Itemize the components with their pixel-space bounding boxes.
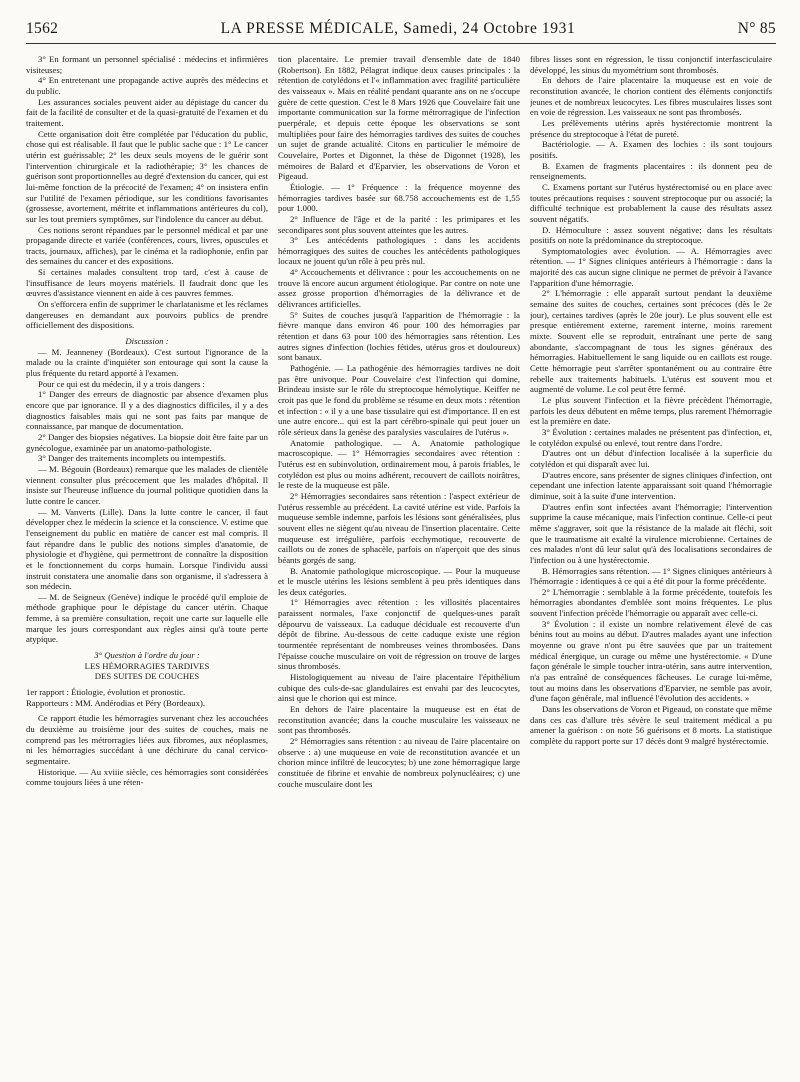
paragraph: — M. Bégouin (Bordeaux) remarque que les malades de clientèle viennent consulter plus précocement que les malades d'hôpital. Il insiste sur l'heureuse influence du journal politique quotidien dans la lutte contre le cancer. [26,463,268,506]
paragraph: 4° En entretenant une propagande active auprès des médecins et du public. [26,75,268,96]
paragraph: 4° Accouchements et délivrance : pour les accouchements on ne trouve là encore aucun argument étiologique. Par contre on note une assez grosse proportion d'hémorragies de la délivrance et de délivrances artificielles. [278,267,520,310]
paragraph: B. Examen de fragments placentaires : ils donnent peu de renseignements. [530,160,772,182]
paragraph: 5° Suites de couches jusqu'à l'apparition de l'hémorragie : la fièvre manque dans environ 46 pour 100 des hémorragies par rétention et dans 63 pour 100 des hémorragies sans rétention. Les autres signes d'infection (lochies fétides, utérus gros et douloureux) sont banaux. [278,309,520,363]
paragraph: 2° Danger des biopsies négatives. La biopsie doit être faite par un gynécologue, examinée par un anatomo-pathologiste. [26,431,268,453]
paragraph: Les assurances sociales peuvent aider au dépistage du cancer du fait de la facilité de consulter et de la quasi-gratuité de l'examen et du traitement. [26,96,268,128]
paragraph: D'autres encore, sans présenter de signes cliniques d'infection, ont cependant une infection latente apparaissant soit quand l'hémorragie diminue, soit à la suite d'une intervention. [530,469,772,501]
paragraph: fibres lisses sont en régression, le tissu conjonctif interfasciculaire développé, les sinus du myométrium sont thrombosés. [530,54,772,75]
paragraph: tion placentaire. Le premier travail d'ensemble date de 1840 (Robertson). En 1882, Pélagrat indique deux causes principales : la rétention de cotylédons et l'« inflammation avec fragilité particulière des vaisseaux ». Mais en réalité pendant quarante ans on ne s'occupe guère de cette question. C'est le 8 Mars 1926 que Couvelaire fait une importante communication sur la forme métrorragique de l'infection puerpérale, et depuis cette époque les observations se sont multipliées pour faire des hémorragies tardives des suites de couches un sujet de grande actualité. Citons en particulier le mémoire de Couvelaire, Portes et Digonnet, la thèse de Digonnet (1928), les mémoires de Balard et d'Eparvier, les observations de Voron et Pigeaud. [278,54,520,182]
paragraph: Ces notions seront répandues par le personnel médical et par une propagande directe et variée (conférences, cours, livres, opuscules et tracts, journaux, affiches), par le cinéma et la radiophonie, enfin par des semaines du cancer et des expositions. [26,224,268,267]
paragraph: Histologiquement au niveau de l'aire placentaire l'épithélium cubique des culs-de-sac glandulaires est envahi par des leucocytes, ainsi que le chorion qui est mince. [278,672,520,704]
question-subtitle: LES HÉMORRAGIES TARDIVES [84,660,210,671]
paragraph: 2° L'hémorragie : semblable à la forme précédente, toutefois les hémorragies abondantes d'emblée sont moins fréquentes. Le plus souvent l'infection précède l'hémorragie ou apparaît avec celle-ci. [530,586,772,619]
paragraph: — M. de Seigneux (Genève) indique le procédé qu'il emploie de méthode graphique pour le dépistage du cancer utérin. Chaque femme, à sa première consultation, reçoit une carte sur laquelle elle marque les jours correspondant aux règles ainsi qu'à toute perte atypique. [26,591,268,645]
column-3 [530,54,772,1079]
paragraph: Historique. — Au xviiie siècle, ces hémorragies sont considérées comme toujours liées à une réten- [26,766,268,788]
journal-title: LA PRESSE MÉDICALE, Samedi, 24 Octobre 1931 [220,20,576,37]
paragraph: 2° Hémorragies secondaires sans rétention : l'aspect extérieur de l'utérus ressemble au précédent. La cavité utérine est vide. Parfois la muqueuse semble indemne, parfois les lésions sont généralisées, plus souvent elles ne siègent qu'au niveau de l'insertion placentaire. Cette muqueuse est irrégulière, parfois ecchymotique, recouverte de caillots ou de zones de sphacèle, parfois on n'aperçoit que des sinus béants gorgés de sang. [278,490,520,565]
report-title: 1er rapport : Étiologie, évolution et pronostic. [26,687,186,698]
column-2 [278,54,520,1079]
discussion-heading: Discussion : [125,336,169,347]
question-subtitle: DES SUITES DE COUCHES [94,671,200,682]
paragraph: Cette organisation doit être complétée par l'éducation du public, chose qui est réalisable. Il faut que le public sache que : 1° Le cancer utérin est guérissable; 2° les deux seuls moyens de le guérir sont l'intervention chirurgicale et la radiothérapie; 3° les chances de guérison sont proportionnelles au degré d'extension du cancer, qui est lui-même fonction de la précocité de l'examen; 4° on insistera enfin sur l'utilité de l'examen périodique, sur les conditions favorisantes (grossesse, avortement, métrite et inflammations antérieures du col), sur les tout premiers symptômes, sur l'indolence du cancer au début. [26,128,268,224]
paragraph: On s'efforcera enfin de supprimer le charlatanisme et les réclames dangereuses en demandant aux pouvoirs publics de prendre officiellement des dispositions. [26,299,268,331]
paragraph: En dehors de l'aire placentaire la muqueuse est en état de reconstitution avancée; dans la couche musculaire les vaisseaux ne sont pas thrombosés. [278,704,520,736]
paragraph: D'autres ont un début d'infection localisée à la superficie du cotylédon et qui disparaît avec lui. [530,448,772,469]
paragraph: Bactériologie. — A. Examen des lochies : ils sont toujours positifs. [530,139,772,160]
paragraph: B. Hémorragies sans rétention. — 1° Signes cliniques antérieurs à l'hémorragie : identiques à ce qui a été dit pour la forme précédente. [530,565,772,587]
question-heading: 3° Question à l'ordre du jour : [94,650,200,661]
paragraph: Le plus souvent l'infection et la fièvre précèdent l'hémorragie, parfois les deux débutent en même temps, plus rarement l'hémorragie est la première en date. [530,395,772,427]
paragraph: 1° Danger des erreurs de diagnostic par absence d'examen plus encore que par ignorance. Il y a des diagnostics difficiles, il y a des diagnostics faisables mais qui ne sont pas faits par manque de connaissance, par manque de documentation. [26,389,268,432]
rapporteurs: Rapporteurs : MM. Andérodias et Péry (Bordeaux). [26,697,206,708]
paragraph: — M. Jeanneney (Bordeaux). C'est surtout l'ignorance de la malade ou la crainte d'inquiéter son entourage qui sont la cause la plus fréquente du retard apporté à l'examen. [26,346,268,379]
paragraph: 3° En formant un personnel spécialisé : médecins et infirmières visiteuses; [26,54,268,75]
page-number: 1562 [26,20,59,37]
issue-number: N° 85 [737,20,776,37]
page-header [26,20,776,44]
paragraph: D. Hémoculture : assez souvent négative; dans les résultats positifs on note la prédominance du streptocoque. [530,224,772,246]
paragraph: Pathogénie. — La pathogénie des hémorragies tardives ne doit pas être univoque. Pour Couvelaire c'est l'infection qui domine, Brindeau insiste sur le rôle du streptocoque hémolytique. Keiffer ne croit pas que le fond du problème se résume en deux mots : rétention et infection : « il y a une base tissulaire qui est d'importance. Il en est une autre encore... qui est la part cérébro-spinale qui peut jouer un rôle sérieux dans la genèse des paralysies vasculaires de l'utérus ». [278,363,520,437]
paragraph: 2° Hémorragies sans rétention : au niveau de l'aire placentaire on observe : a) une muqueuse en voie de reconstitution avancée et un chorion mince infiltré de leucocytes; b) une zone hémorragique large constituée de fibrine et envahie de nombreux polynucléaires; c) une couche musculaire dont les [278,736,520,789]
paragraph: C. Examens portant sur l'utérus hystérectomisé ou en place avec toutes précautions requises : souvent streptocoque pur ou associé; la difficulté technique est probablement la cause des résultats assez souvent négatifs. [530,181,772,224]
paragraph: 1° Hémorragies avec rétention : les villosités placentaires paraissent normales, l'axe conjonctif de quelques-unes paraît dépourvu de vaisseaux. La caduque déciduale est recouverte d'un dépôt de fibrine. Au-dessous de cette caduque existe une région tourmentée représentant de nombreuses veines thrombosées. Dans l'épaisse couche musculaire on voit de régression on trouve de larges sinus thrombosés. [278,597,520,672]
paragraph: 2° Influence de l'âge et de la parité : les primipares et les secondipares sont plus souvent atteintes que les autres. [278,213,520,235]
paragraph: 3° Les antécédents pathologiques : dans les accidents hémorragiques des suites de couches les antécédents pathologiques locaux ne jouent qu'un rôle à peu près nul. [278,235,520,267]
column-1 [26,54,268,1079]
paragraph: 3° Évolution : certaines malades ne présentent pas d'infection, et, le cotylédon expulsé ou enlevé, tout rentre dans l'ordre. [530,426,772,448]
text-columns [26,54,776,1079]
paragraph: Dans les observations de Voron et Pigeaud, on constate que même dans ces cas d'allure très sévère le seul traitement médical a pu amener la guérison : on note 56 guérisons et 8 morts. La statistique complète du rapport porte sur 17 décès dont 9 malgré hystérectomie. [530,704,772,746]
paragraph: En dehors de l'aire placentaire la muqueuse est en voie de reconstitution avancée, le chorion contient des éléments conjonctifs jeunes et de nombreux leucocytes. Les fibres musculaires lisses sont en voie de régression. Les vaisseaux ne sont pas thrombosés. [530,75,772,118]
paragraph: 3° Danger des traitements incomplets ou intempestifs. [38,453,227,464]
paragraph: Pour ce qui est du médecin, il y a trois dangers : [38,378,205,389]
paragraph: Anatomie pathologique. — A. Anatomie pathologique macroscopique. — 1° Hémorragies secondaires avec rétention : l'utérus est en subinvolution, ordinairement mou, à parois friables, le cotylédon est plus ou moins adhérent, recouvert de caillots noirâtres, le reste de la muqueuse est pâle. [278,437,520,491]
paragraph: — M. Vanverts (Lille). Dans la lutte contre le cancer, il faut développer chez le médecin la science et la conscience. V. estime que l'enseignement du public en matière de cancer est mal compris. Il faut répandre dans le public des notions simples d'anatomie, de physiologie et d'hygiène, qui permettront de connaître la disposition et le fonctionnement du corps humain. Lorsque l'individu aussi instruit constatera une anomalie dans son organisme, il s'adressera à son médecin. [26,506,268,592]
paragraph: 2° L'hémorragie : elle apparaît surtout pendant la deuxième semaine des suites de couches, certaines sont précoces (dès le 2e jour), certaines tardives (après le 20e jour). Le plus souvent elle est presque entièrement externe, rarement interne, moins rarement mixte. Souvent elle se reproduit, entraînant une perte de sang abondante, s'accompagnant de tous les signes généraux des hémorragies. Habituellement le sang liquide ou en caillots est rouge. Cette hémorragie peut s'arrêter spontanément ou au contraire être rebelle aux traitements habituels. L'utérus est souvent mou et augmenté de volume. Le col peut être fermé. [530,288,772,395]
paragraph: Ce rapport étudie les hémorragies survenant chez les accouchées du deuxième au troisième jour des suites de couches, mais ne comprend pas les métrorragies liées aux fibromes, aux néoplasmes, ni les hémorragies succédant à une déchirure du canal cervico-segmentaire. [26,713,268,766]
paragraph: D'autres enfin sont infectées avant l'hémorragie; l'intervention supprime la cause mécanique, mais l'infection continue. Celle-ci peut même s'aggraver, soit que la résistance de la malade ait fléchi, soit que le traumatisme ait exalté la virulence microbienne. Certaines de ces malades n'ont dû leur salut qu'à des localisations secondaires de l'infection ou à une hystérectomie. [530,501,772,565]
paragraph: Si certaines malades consultent trop tard, c'est à cause de l'insuffisance de leurs moyens matériels. Il faudrait donc que les œuvres d'assistance viennent en aide à ces pauvres femmes. [26,267,268,299]
paragraph: Les prélèvements utérins après hystérectomie montrent la présence du streptocoque à l'état de pureté. [530,117,772,139]
paragraph: Symptomatologies avec évolution. — A. Hémorragies avec rétention. — 1° Signes cliniques antérieurs à l'hémorragie : dans la majorité des cas aucun signe clinique ne permet de prévoir à l'avance l'apparition d'une hémorragie. [530,245,772,288]
paragraph: 3° Évolution : il existe un nombre relativement élevé de cas bénins tout au moins au début. D'autres malades ayant une infection moyenne ou grave n'ont pu être sauvées que par un traitement médical énergique, un curage ou même une hystérectomie. « D'une façon générale le simple toucher intra-utérin, sans autre intervention, n'a pas entraîné de conséquences fâcheuses. Le curage lui-même, tout au moins dans les observations d'Eparvier, ne semble pas avoir, d'une façon générale, mal influencé l'évolution des accidents. » [530,618,772,704]
paragraph: Étiologie. — 1° Fréquence : la fréquence moyenne des hémorragies tardives basée sur 68.758 accouchements est de 1,55 pour 1.000. [278,181,520,214]
paragraph: B. Anatomie pathologique microscopique. — Pour la muqueuse et le muscle utérins les lésions semblent à peu près identiques dans les deux catégories. [278,565,520,597]
